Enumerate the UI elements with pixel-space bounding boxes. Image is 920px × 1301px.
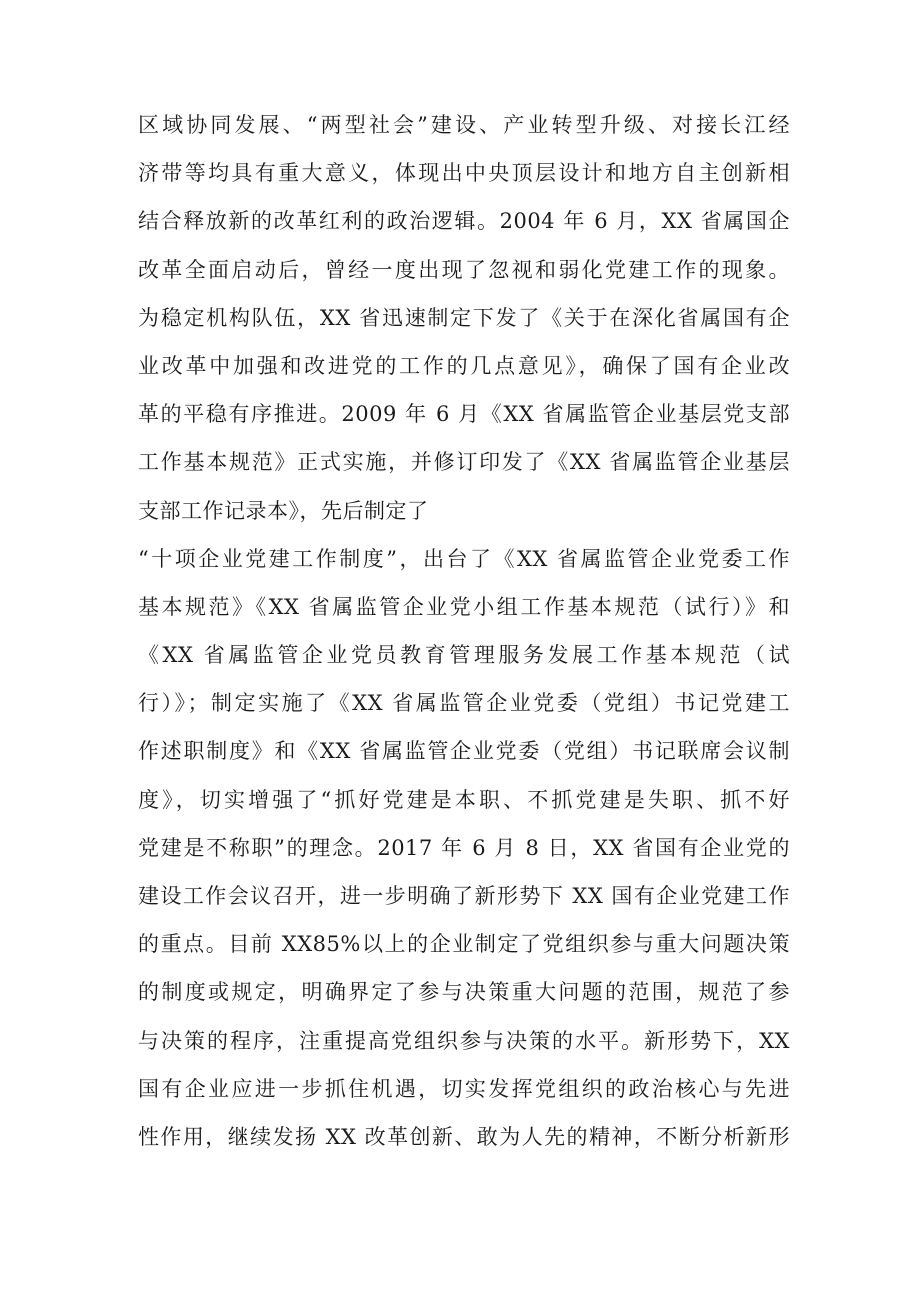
text-line: 性作用，继续发扬 XX 改革创新、敢为人先的精神，不断分析新形	[138, 1124, 790, 1149]
text-line: 工作基本规范》正式实施，并修订印发了《XX 省属监管企业基层	[138, 450, 790, 475]
text-line: 区域协同发展、“两型社会”建设、产业转型升级、对接长江经	[138, 113, 790, 137]
text-line: 革的平稳有序推进。2009 年 6 月《XX 省属监管企业基层党支部	[138, 402, 790, 427]
text-line: 业改革中加强和改进党的工作的几点意见》，确保了国有企业改	[138, 353, 790, 378]
body-text	[138, 101, 790, 1161]
text-line: 与决策的程序，注重提高党组织参与决策的水平。新形势下，XX	[138, 1028, 790, 1053]
text-line: 度》，切实增强了“抓好党建是本职、不抓党建是失职、抓不好	[138, 787, 790, 812]
text-line: 《XX 省属监管企业党员教育管理服务发展工作基本规范（试	[138, 643, 790, 668]
text-line: 结合释放新的改革红利的政治逻辑。2004 年 6 月，XX 省属国企	[138, 209, 790, 234]
text-line: 行）》；制定实施了《XX 省属监管企业党委（党组）书记党建工	[138, 691, 790, 716]
text-line: 基本规范》《XX 省属监管企业党小组工作基本规范（试行）》和	[138, 594, 790, 619]
text-line: 的制度或规定，明确界定了参与决策重大问题的范围，规范了参	[138, 980, 790, 1005]
text-line: 建设工作会议召开，进一步明确了新形势下 XX 国有企业党建工作	[138, 884, 790, 908]
text-line: 为稳定机构队伍，XX 省迅速制定下发了《关于在深化省属国有企	[138, 305, 790, 330]
text-line: 改革全面启动后，曾经一度出现了忽视和弱化党建工作的现象。	[138, 257, 790, 282]
text-line: 国有企业应进一步抓住机遇，切实发挥党组织的政治核心与先进	[138, 1076, 790, 1101]
text-line: 党建是不称职”的理念。2017 年 6 月 8 日，XX 省国有企业党的	[138, 835, 790, 860]
text-line: 的重点。目前 XX85%以上的企业制定了党组织参与重大问题决策	[138, 932, 790, 957]
text-line: 济带等均具有重大意义，体现出中央顶层设计和地方自主创新相	[138, 161, 790, 186]
text-line: 作述职制度》和《XX 省属监管企业党委（党组）书记联席会议制	[138, 739, 790, 764]
text-line: “十项企业党建工作制度”，出台了《XX 省属监管企业党委工作	[138, 546, 790, 571]
text-line: 支部工作记录本》，先后制定了	[138, 498, 429, 523]
